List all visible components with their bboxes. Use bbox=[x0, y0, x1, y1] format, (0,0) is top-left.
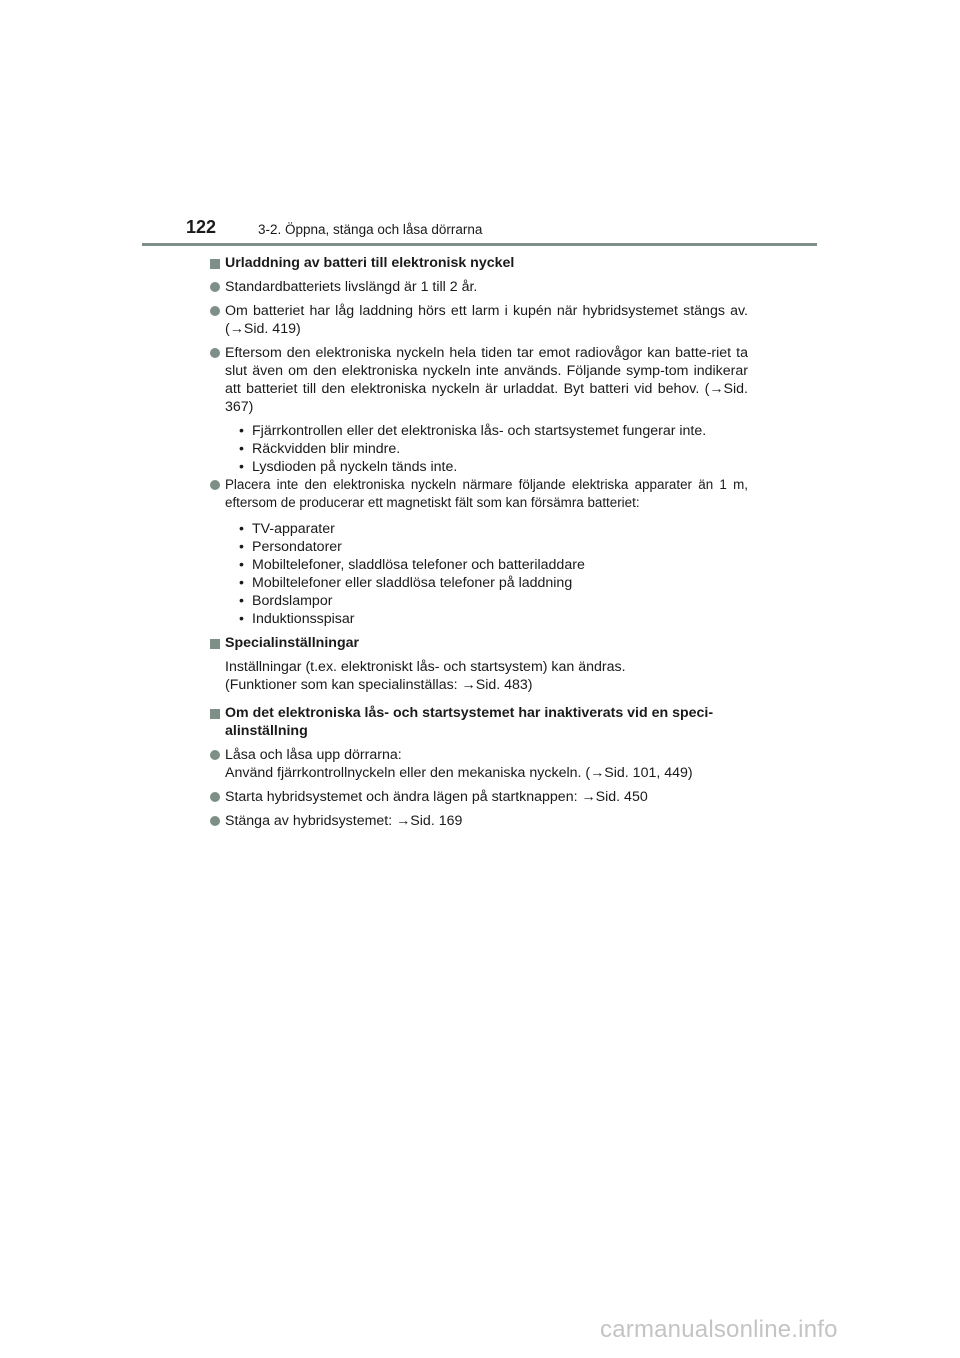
bullet-text: Standardbatteriets livslängd är 1 till 2 år. bbox=[225, 279, 478, 295]
bullet-text: Stänga av hybridsystemet: →Sid. 169 bbox=[225, 813, 463, 829]
bullet-text: Placera inte den elektroniska nyckeln närmare följande elektriska apparater än 1 m, eftersom de producerar ett magnetiskt fält som kan försämra batteriet: bbox=[225, 477, 748, 510]
list-item: • Persondatorer bbox=[210, 538, 748, 556]
bullet-text: Låsa och låsa upp dörrarna: bbox=[225, 747, 402, 763]
list-item: • Fjärrkontrollen eller det elektroniska lås- och startsystemet fungerar inte. bbox=[210, 422, 748, 440]
list-item: • Induktionsspisar bbox=[210, 610, 748, 628]
bullet-lock-unlock bbox=[210, 746, 748, 782]
list-item: • Mobiltelefoner eller sladdlösa telefoner på laddning bbox=[210, 574, 748, 592]
bullet-text: Om batteriet har låg laddning hörs ett larm i kupén när hybridsystemet stängs av. (→Sid. 419) bbox=[225, 303, 748, 337]
round-bullet-icon bbox=[210, 348, 220, 358]
round-bullet-icon bbox=[210, 480, 220, 490]
round-bullet-icon bbox=[210, 306, 220, 316]
symptom-list bbox=[210, 422, 748, 476]
bullet-battery-life bbox=[210, 278, 748, 296]
bullet-text: Starta hybridsystemet och ändra lägen på startknappen: →Sid. 450 bbox=[225, 789, 648, 805]
header-divider bbox=[142, 243, 817, 246]
device-list bbox=[210, 520, 748, 628]
list-item: • Räckvidden blir mindre. bbox=[210, 440, 748, 458]
round-bullet-icon bbox=[210, 282, 220, 292]
paragraph-line: (Funktioner som kan specialinställas: →Sid. 483) bbox=[225, 677, 533, 693]
page-content bbox=[210, 254, 748, 830]
bullet-start-hybrid bbox=[210, 788, 748, 806]
square-bullet-icon bbox=[210, 709, 220, 719]
special-settings-text bbox=[210, 658, 748, 694]
round-bullet-icon bbox=[210, 792, 220, 802]
heading-disabled-system bbox=[210, 704, 748, 740]
bullet-radio-waves bbox=[210, 344, 748, 416]
list-item: • Bordslampor bbox=[210, 592, 748, 610]
bullet-text: Använd fjärrkontrollnyckeln eller den mekaniska nyckeln. (→Sid. 101, 449) bbox=[225, 765, 693, 781]
bullet-placement-warning bbox=[210, 476, 748, 512]
round-bullet-icon bbox=[210, 750, 220, 760]
list-item: • Mobiltelefoner, sladdlösa telefoner och batteriladdare bbox=[210, 556, 748, 574]
list-item: • TV-apparater bbox=[210, 520, 748, 538]
paragraph-line: Inställningar (t.ex. elektroniskt lås- och startsystem) kan ändras. bbox=[225, 659, 626, 675]
heading-text: Urladdning av batteri till elektronisk nyckel bbox=[225, 255, 515, 271]
round-bullet-icon bbox=[210, 816, 220, 826]
page-number: 122 bbox=[186, 217, 217, 237]
heading-text: Specialinställningar bbox=[225, 635, 360, 651]
list-item: • Lysdioden på nyckeln tänds inte. bbox=[210, 458, 748, 476]
heading-special-settings bbox=[210, 634, 748, 652]
heading-battery-discharge bbox=[210, 254, 748, 272]
bullet-stop-hybrid bbox=[210, 812, 748, 830]
bullet-text: Eftersom den elektroniska nyckeln hela tiden tar emot radiovågor kan batte-riet ta slut även om den elektroniska nyckeln inte används. Följande symp-tom indikerar att batteriet till den elektroniska nyckeln är urladdat. Byt batteri vid behov. (→Sid. 367) bbox=[225, 345, 748, 415]
square-bullet-icon bbox=[210, 639, 220, 649]
site-watermark: carmanualsonline.info bbox=[600, 1316, 838, 1343]
bullet-low-charge-alarm bbox=[210, 302, 748, 338]
square-bullet-icon bbox=[210, 259, 220, 269]
heading-text: Om det elektroniska lås- och startsystemet har inaktiverats vid en speci-alinställning bbox=[225, 705, 714, 739]
chapter-title: 3-2. Öppna, stänga och låsa dörrarna bbox=[258, 222, 483, 237]
